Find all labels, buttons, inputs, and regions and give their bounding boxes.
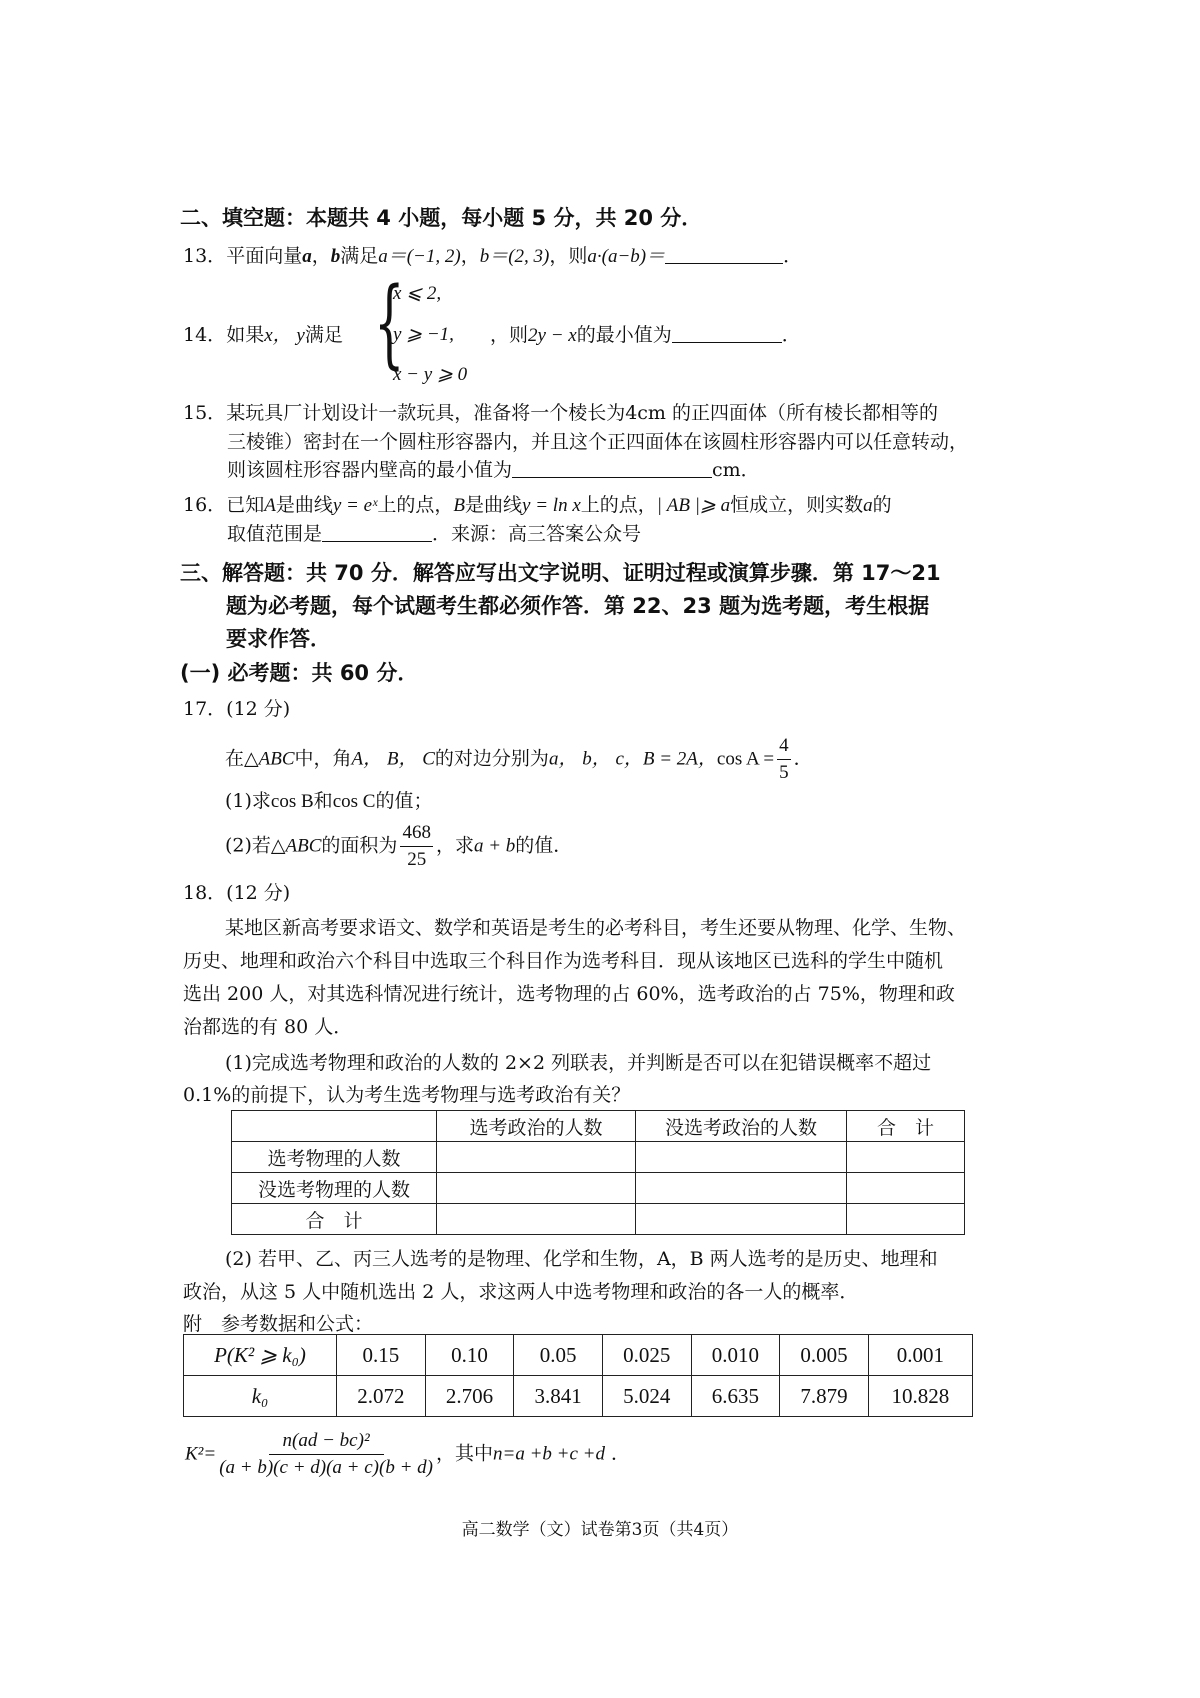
row-label: k₀ <box>184 1376 337 1417</box>
table-cell: 7.879 <box>780 1376 869 1417</box>
paragraph-line: 选出 200 人，对其选科情况进行统计，选考物理的占 60%，选考政治的占 75%，物理和政 <box>183 983 955 1005</box>
question-number: 16． <box>183 494 227 516</box>
question-number: 14． <box>183 324 227 346</box>
constraint-3: x − y ⩾ 0 <box>393 364 468 385</box>
table-cell: 0.10 <box>425 1335 514 1376</box>
question-17-header: 17．(12 分) <box>183 698 291 720</box>
table-cell: 6.635 <box>691 1376 780 1417</box>
k-squared-formula: K²= $\frac{\text{n(ad − bc)²}}{(a + b)(c + d)(a + c)(b + d)}$ ，其中n=a +b +c +d ． <box>185 1428 630 1481</box>
question-17-part1: (1)求cos B和cos C的值； <box>225 790 433 812</box>
paragraph-line: 某地区新高考要求语文、数学和英语是考生的必考科目，考生还要从物理、化学、生物、 <box>225 917 967 939</box>
question-text-line: 取值范围是 ．来源：高三答案公众号 <box>227 523 642 545</box>
fraction: $\frac{\text{n(ad − bc)²}}{(a + b)(c + d)(a + c)(b + d)}$ <box>219 1430 433 1478</box>
question-number: 15． <box>183 402 227 424</box>
paragraph-line: 治都选的有 80 人． <box>183 1016 353 1038</box>
table-cell: 2.072 <box>337 1376 426 1417</box>
section-heading: 二、填空题：本题共 4 小题，每小题 5 分，共 20 分． <box>180 206 703 230</box>
table-cell[interactable] <box>437 1173 636 1204</box>
paragraph-line: 政治，从这 5 人中随机选出 2 人，求这两人中选考物理和政治的各一人的概率． <box>183 1281 859 1303</box>
part-heading: (一) 必考题：共 60 分． <box>180 661 419 685</box>
paragraph-line: 历史、地理和政治六个科目中选取三个科目作为选考科目．现从该地区已选科的学生中随机 <box>183 950 944 972</box>
table-row <box>184 1376 973 1417</box>
section-heading-line: 要求作答． <box>226 627 331 651</box>
table-cell: 0.05 <box>514 1335 603 1376</box>
table-cell[interactable] <box>636 1204 847 1235</box>
table-cell: 2.706 <box>425 1376 514 1417</box>
row-label: 没选考物理的人数 <box>232 1173 437 1204</box>
row-label: 合 计 <box>232 1204 437 1235</box>
table-row <box>232 1173 965 1204</box>
table-cell[interactable] <box>437 1204 636 1235</box>
question-text-line: 三棱锥）密封在一个圆柱形容器内，并且这个正四面体在该圆柱形容器内可以任意转动， <box>227 431 969 453</box>
table-header: 合 计 <box>847 1111 965 1142</box>
question-17-stem: 在△ABC中，角A， B， C的对边分别为a， b， c，B = 2A，cos A = $\frac{4}{5}$ ． <box>225 733 813 786</box>
question-16: 16．已知A是曲线y = eˣ上的点，B是曲线y = ln x上的点，| AB |⩾ a恒成立，则实数a的 <box>183 494 892 516</box>
paragraph-line: 0.1%的前提下，认为考生选考物理与选考政治有关？ <box>183 1084 631 1106</box>
answer-blank[interactable] <box>672 322 782 343</box>
table-cell[interactable] <box>636 1142 847 1173</box>
question-17-part2: (2)若△ABC的面积为 $\frac{468}{25}$ ，求a + b的值． <box>225 820 572 873</box>
table-cell[interactable] <box>437 1142 636 1173</box>
paragraph-line: (2) 若甲、乙、丙三人选考的是物理、化学和生物，A，B 两人选考的是历史、地理和 <box>225 1248 938 1270</box>
answer-blank[interactable] <box>665 243 783 264</box>
constraint-2: y ⩾ −1, <box>393 324 454 345</box>
table-header-row <box>232 1111 965 1142</box>
table-row <box>232 1204 965 1235</box>
fraction: $\frac{468}{25}$ <box>402 822 431 870</box>
table-cell <box>232 1111 437 1142</box>
table-cell: 3.841 <box>514 1376 603 1417</box>
answer-blank[interactable] <box>322 521 432 542</box>
table-cell: 0.025 <box>602 1335 691 1376</box>
table-cell: 0.010 <box>691 1335 780 1376</box>
appendix-label: 附 参考数据和公式： <box>183 1313 374 1335</box>
table-cell: 10.828 <box>868 1376 972 1417</box>
table-cell[interactable] <box>636 1173 847 1204</box>
page-footer: 高二数学（文）试卷第3页（共4页） <box>461 1520 739 1540</box>
table-cell: 0.001 <box>868 1335 972 1376</box>
question-18-header: 18．(12 分) <box>183 882 291 904</box>
system-brace: { <box>374 267 405 379</box>
question-14-tail: ，则2y − x的最小值为 ． <box>490 324 801 346</box>
section-heading: 三、解答题：共 70 分．解答应写出文字说明、证明过程或演算步骤．第 17～21 <box>180 561 941 585</box>
row-label: P(K² ⩾ k₀) <box>184 1335 337 1376</box>
section-heading-line: 题为必考题，每个试题考生都必须作答．第 22、23 题为选考题，考生根据 <box>226 594 930 618</box>
paragraph-line: (1)完成选考物理和政治的人数的 2×2 列联表，并判断是否可以在犯错误概率不超过 <box>225 1052 932 1074</box>
table-cell[interactable] <box>847 1173 965 1204</box>
table-cell: 0.15 <box>337 1335 426 1376</box>
table-cell: 5.024 <box>602 1376 691 1417</box>
question-13: 13．平面向量a，b满足a＝(−1, 2)，b＝(2, 3)，则a·(a−b)＝ ． <box>183 245 803 267</box>
table-cell[interactable] <box>847 1204 965 1235</box>
table-cell[interactable] <box>847 1142 965 1173</box>
table-cell: 0.005 <box>780 1335 869 1376</box>
table-header: 选考政治的人数 <box>437 1111 636 1142</box>
reference-table <box>183 1334 973 1417</box>
question-text-line: 则该圆柱形容器内壁高的最小值为 cm． <box>227 459 760 481</box>
question-number: 13． <box>183 245 227 267</box>
table-header: 没选考政治的人数 <box>636 1111 847 1142</box>
constraint-1: x ⩽ 2, <box>393 283 442 304</box>
contingency-table <box>231 1110 965 1235</box>
table-row <box>232 1142 965 1173</box>
answer-blank[interactable] <box>512 457 712 478</box>
question-15: 15．某玩具厂计划设计一款玩具，准备将一个棱长为4cm 的正四面体（所有棱长都相等的 <box>183 402 938 424</box>
row-label: 选考物理的人数 <box>232 1142 437 1173</box>
table-row <box>184 1335 973 1376</box>
fraction: $\frac{4}{5}$ <box>779 735 789 783</box>
question-14: 14．如果x， y满足 <box>183 324 343 346</box>
